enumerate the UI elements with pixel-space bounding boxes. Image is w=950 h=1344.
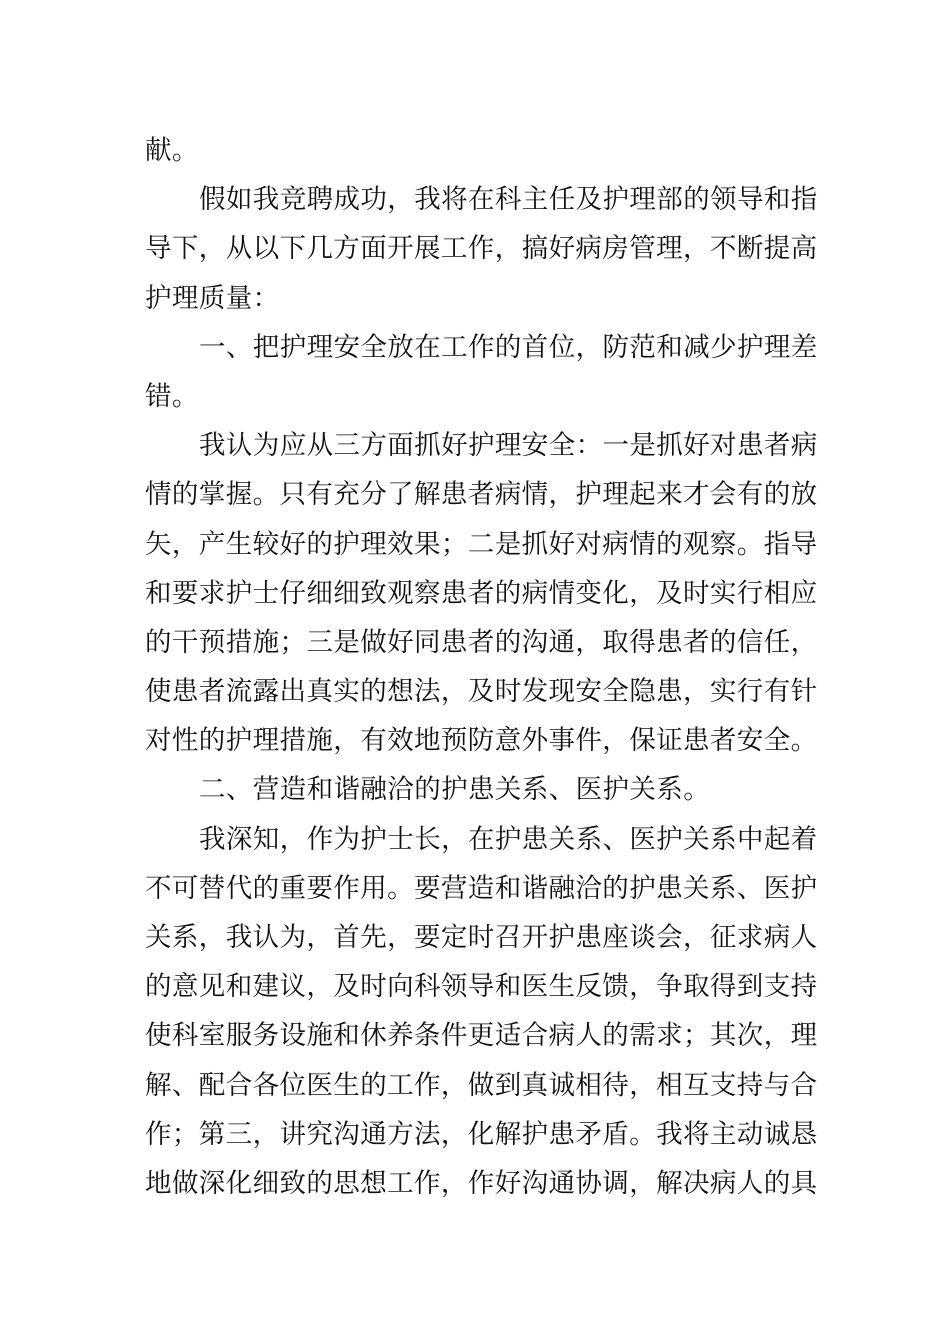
text-line: 二、营造和谐融洽的护患关系、医护关系。 (199, 774, 711, 806)
body-text (145, 126, 818, 1208)
text-line: 地做深化细致的思想工作，作好沟通协调，解决病人的具 (145, 1167, 818, 1199)
text-line: 作；第三，讲究沟通方法，化解护患矛盾。我将主动诚恳 (145, 1118, 818, 1150)
text-line: 导下，从以下几方面开展工作，搞好病房管理，不断提高 (145, 233, 818, 265)
text-line: 解、配合各位医生的工作，做到真诚相待，相互支持与合 (145, 1069, 818, 1101)
text-line: 矢，产生较好的护理效果；二是抓好对病情的观察。指导 (145, 528, 818, 560)
paragraph-4 (145, 421, 818, 765)
text-line: 我认为应从三方面抓好护理安全：一是抓好对患者病 (199, 430, 818, 462)
text-line: 不可替代的重要作用。要营造和谐融洽的护患关系、医护 (145, 872, 818, 904)
text-line: 使患者流露出真实的想法，及时发现安全隐患，实行有针 (145, 676, 818, 708)
text-line: 和要求护士仔细细致观察患者的病情变化，及时实行相应 (145, 577, 818, 609)
text-line: 一、把护理安全放在工作的首位，防范和减少护理差 (199, 331, 818, 363)
text-line: 错。 (145, 380, 199, 412)
text-line: 对性的护理措施，有效地预防意外事件，保证患者安全。 (145, 725, 818, 757)
paragraph-2 (145, 175, 818, 323)
text-line: 我深知，作为护士长，在护患关系、医护关系中起着 (199, 823, 818, 855)
paragraph-6 (145, 815, 818, 1209)
text-line: 的意见和建议，及时向科领导和医生反馈，争取得到支持 (145, 971, 818, 1003)
text-line: 的干预措施；三是做好同患者的沟通，取得患者的信任， (145, 626, 818, 658)
text-line: 护理质量： (145, 282, 280, 314)
paragraph-5-heading (145, 765, 809, 814)
text-line: 关系，我认为，首先，要定时召开护患座谈会，征求病人 (145, 922, 818, 953)
paragraph-3-heading (145, 323, 818, 421)
paragraph-1 (145, 126, 809, 175)
text-line: 使科室服务设施和休养条件更适合病人的需求；其次，理 (145, 1020, 818, 1052)
text-line: 情的掌握。只有充分了解患者病情，护理起来才会有的放 (145, 479, 818, 511)
text-line: 假如我竞聘成功，我将在科主任及护理部的领导和指 (199, 184, 818, 216)
text-line: 献。 (145, 135, 199, 166)
